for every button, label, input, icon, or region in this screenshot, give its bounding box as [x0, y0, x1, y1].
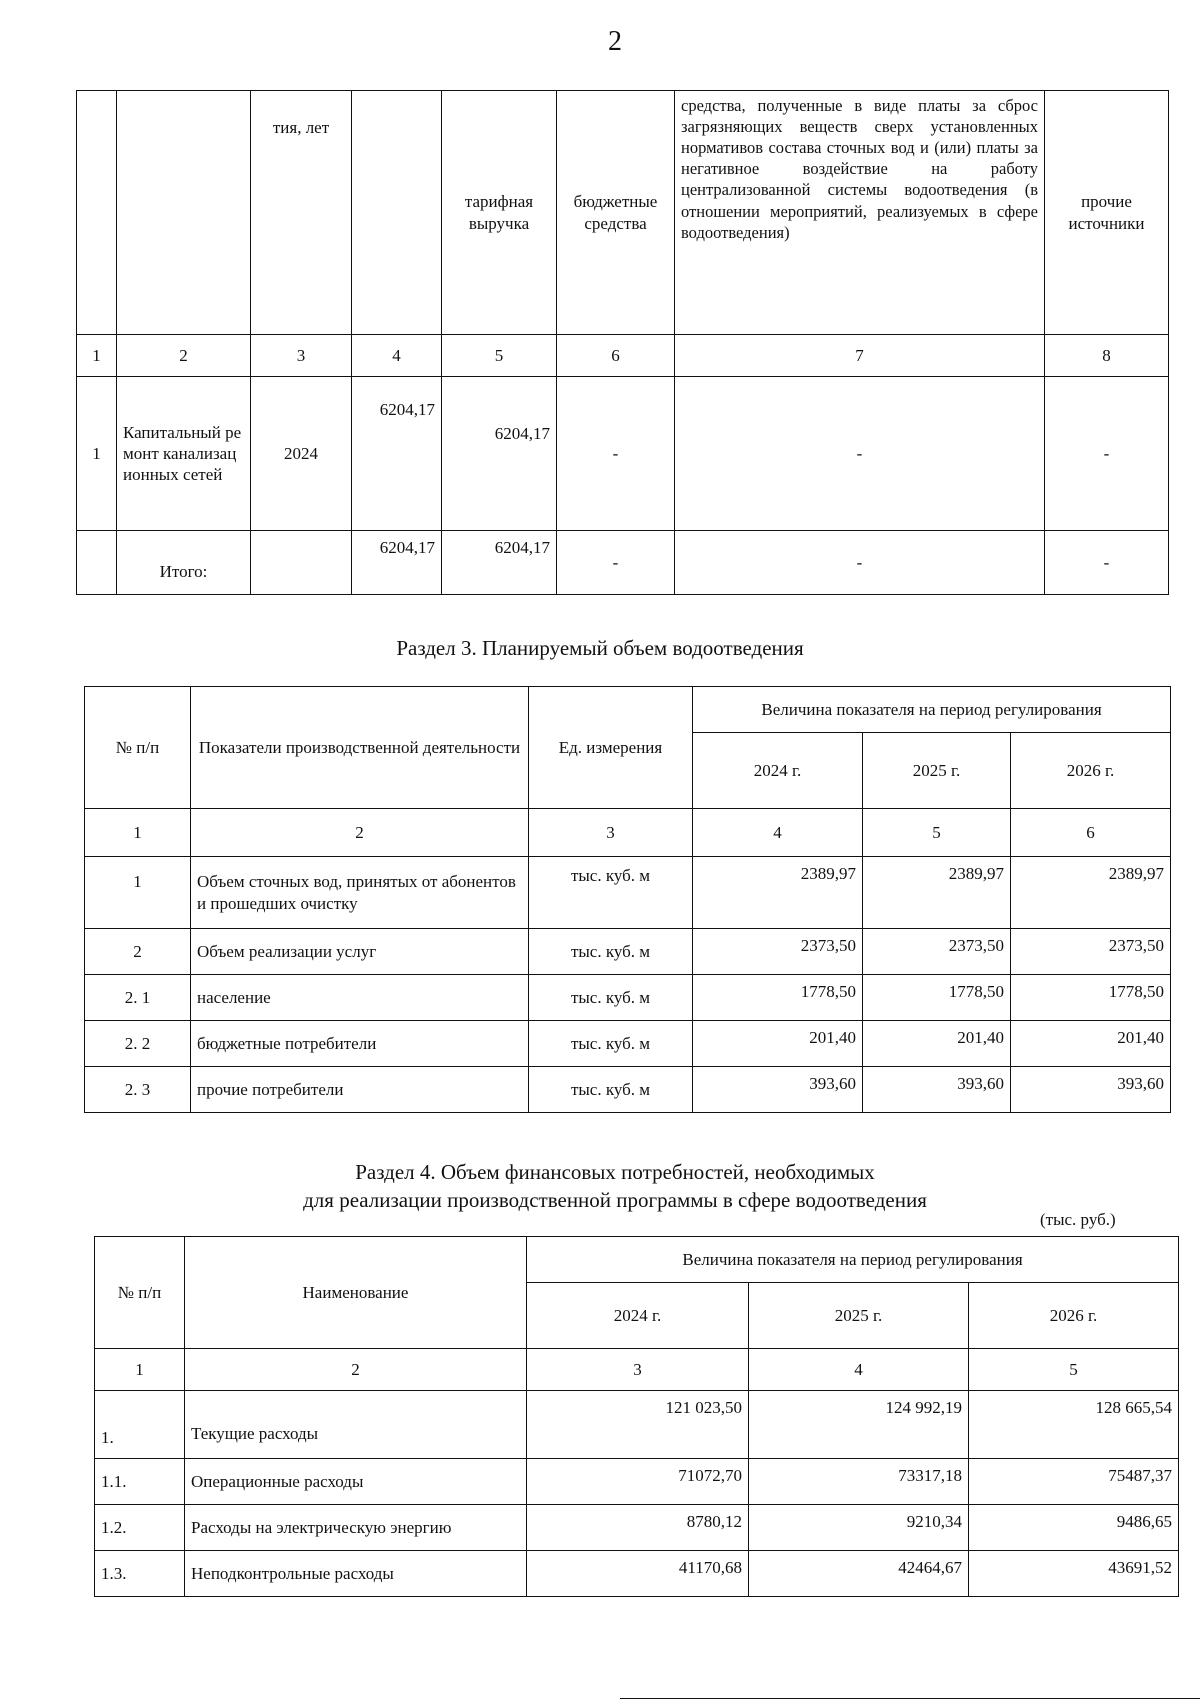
col-number: 5 [863, 809, 1011, 857]
total-tariff: 6204,17 [442, 531, 557, 595]
table-row [95, 1391, 1179, 1459]
header-cell-tariff: тарифная выручка [442, 91, 557, 335]
header-cell-year: 2024 г. [527, 1283, 749, 1349]
header-cell-num: № п/п [95, 1237, 185, 1349]
row-value: 42464,67 [749, 1551, 969, 1597]
row-num: 2. 3 [85, 1067, 191, 1113]
row-value: 8780,12 [527, 1505, 749, 1551]
section4-title-line1: Раздел 4. Объем финансовых потребностей, необходимых [355, 1160, 875, 1184]
row-num: 2. 1 [85, 975, 191, 1021]
total-label: Итого: [117, 531, 251, 595]
header-cell-total [352, 91, 442, 335]
section4-title-line2: для реализации производственной программы в сфере водоотведения [303, 1188, 927, 1212]
row-value: 9210,34 [749, 1505, 969, 1551]
row-num: 1.2. [95, 1505, 185, 1551]
total-total: 6204,17 [352, 531, 442, 595]
col-number: 6 [557, 335, 675, 377]
row-name: Неподконтрольные расходы [185, 1551, 527, 1597]
table-row [85, 1067, 1171, 1113]
row-value: 1778,50 [863, 975, 1011, 1021]
col-number: 6 [1011, 809, 1171, 857]
row-value: 121 023,50 [527, 1391, 749, 1459]
unit-note: (тыс. руб.) [1040, 1210, 1116, 1229]
row-value: 43691,52 [969, 1551, 1179, 1597]
investment-table [76, 90, 1169, 595]
header-cell-period: тия, лет [251, 91, 352, 335]
total-year [251, 531, 352, 595]
row-num: 1.3. [95, 1551, 185, 1597]
row-name: население [191, 975, 529, 1021]
row-value: 201,40 [1011, 1021, 1171, 1067]
page-number: 2 [608, 26, 622, 57]
col-number: 4 [352, 335, 442, 377]
row-name: Текущие расходы [185, 1391, 527, 1459]
row-value: 2373,50 [693, 929, 863, 975]
row-unit: тыс. куб. м [529, 1067, 693, 1113]
col-number: 3 [251, 335, 352, 377]
section4-table [94, 1236, 1179, 1597]
row-unit: тыс. куб. м [529, 1021, 693, 1067]
row-fees: - [675, 377, 1045, 531]
col-number: 3 [529, 809, 693, 857]
row-value: 9486,65 [969, 1505, 1179, 1551]
row-name: Объем сточных вод, принятых от абонентов и прошедших очистку [191, 857, 529, 929]
header-cell-num [77, 91, 117, 335]
col-number: 8 [1045, 335, 1169, 377]
section3-title: Раздел 3. Планируемый объем водоотведения [396, 636, 804, 660]
col-number: 7 [675, 335, 1045, 377]
table-row [95, 1459, 1179, 1505]
header-cell-name [117, 91, 251, 335]
row-num: 1 [85, 857, 191, 929]
header-cell-fees: средства, полученные в виде платы за сброс загрязняющих веществ сверх установленных нормативов состава сточных вод и (или) платы за негативное воздействие на работу централизованной системы водоотведения (в отношении мероприятий, реализуемых в сфере водоотведения) [675, 91, 1045, 335]
row-value: 2373,50 [1011, 929, 1171, 975]
row-value: 393,60 [693, 1067, 863, 1113]
row-value: 2389,97 [693, 857, 863, 929]
column-number-row [85, 809, 1171, 857]
row-unit: тыс. куб. м [529, 929, 693, 975]
table-row [85, 1021, 1171, 1067]
header-cell-other: прочие источники [1045, 91, 1169, 335]
row-value: 201,40 [863, 1021, 1011, 1067]
table-row [95, 1551, 1179, 1597]
row-num: 2. 2 [85, 1021, 191, 1067]
row-year: 2024 [251, 377, 352, 531]
row-budget: - [557, 377, 675, 531]
col-number: 1 [95, 1349, 185, 1391]
row-unit: тыс. куб. м [529, 975, 693, 1021]
header-cell-year: 2024 г. [693, 733, 863, 809]
total-row [77, 531, 1169, 595]
col-number: 2 [185, 1349, 527, 1391]
total-fees: - [675, 531, 1045, 595]
table-row [85, 857, 1171, 929]
row-num: 1 [77, 377, 117, 531]
row-unit: тыс. куб. м [529, 857, 693, 929]
row-value: 201,40 [693, 1021, 863, 1067]
col-number: 1 [77, 335, 117, 377]
table-row [77, 377, 1169, 531]
header-cell-year: 2026 г. [1011, 733, 1171, 809]
row-value: 393,60 [1011, 1067, 1171, 1113]
col-number: 4 [693, 809, 863, 857]
row-value: 41170,68 [527, 1551, 749, 1597]
col-number: 5 [969, 1349, 1179, 1391]
total-num [77, 531, 117, 595]
col-number: 2 [117, 335, 251, 377]
row-num: 1. [95, 1391, 185, 1459]
row-name: Операционные расходы [185, 1459, 527, 1505]
row-value: 2389,97 [863, 857, 1011, 929]
row-num: 1.1. [95, 1459, 185, 1505]
header-cell-name: Наименование [185, 1237, 527, 1349]
table-row [85, 929, 1171, 975]
header-cell-name: Показатели производственной деятельности [191, 687, 529, 809]
row-value: 1778,50 [693, 975, 863, 1021]
col-number: 1 [85, 809, 191, 857]
row-value: 71072,70 [527, 1459, 749, 1505]
header-cell-year: 2026 г. [969, 1283, 1179, 1349]
row-num: 2 [85, 929, 191, 975]
row-value: 2373,50 [863, 929, 1011, 975]
col-number: 5 [442, 335, 557, 377]
row-name: Расходы на электрическую энергию [185, 1505, 527, 1551]
row-total: 6204,17 [352, 377, 442, 531]
table-row [85, 975, 1171, 1021]
section3-table [84, 686, 1171, 1113]
col-number: 3 [527, 1349, 749, 1391]
row-tariff: 6204,17 [442, 377, 557, 531]
row-name: прочие потребители [191, 1067, 529, 1113]
row-value: 1778,50 [1011, 975, 1171, 1021]
total-other: - [1045, 531, 1169, 595]
row-value: 73317,18 [749, 1459, 969, 1505]
table-row [95, 1505, 1179, 1551]
row-name: бюджетные потребители [191, 1021, 529, 1067]
header-cell-unit: Ед. измерения [529, 687, 693, 809]
row-value: 2389,97 [1011, 857, 1171, 929]
row-value: 393,60 [863, 1067, 1011, 1113]
row-other: - [1045, 377, 1169, 531]
header-cell-budget: бюджетные средства [557, 91, 675, 335]
col-number: 2 [191, 809, 529, 857]
header-cell-year: 2025 г. [863, 733, 1011, 809]
header-cell-year: 2025 г. [749, 1283, 969, 1349]
bottom-rule [620, 1698, 1200, 1699]
row-name: Объем реализации услуг [191, 929, 529, 975]
row-name: Капитальный ремонт канализационных сетей [117, 377, 251, 531]
header-cell-num: № п/п [85, 687, 191, 809]
col-number: 4 [749, 1349, 969, 1391]
header-cell-period: Величина показателя на период регулирования [693, 687, 1171, 733]
header-cell-period: Величина показателя на период регулирования [527, 1237, 1179, 1283]
row-value: 124 992,19 [749, 1391, 969, 1459]
total-budget: - [557, 531, 675, 595]
column-number-row [95, 1349, 1179, 1391]
row-value: 128 665,54 [969, 1391, 1179, 1459]
row-value: 75487,37 [969, 1459, 1179, 1505]
column-number-row [77, 335, 1169, 377]
